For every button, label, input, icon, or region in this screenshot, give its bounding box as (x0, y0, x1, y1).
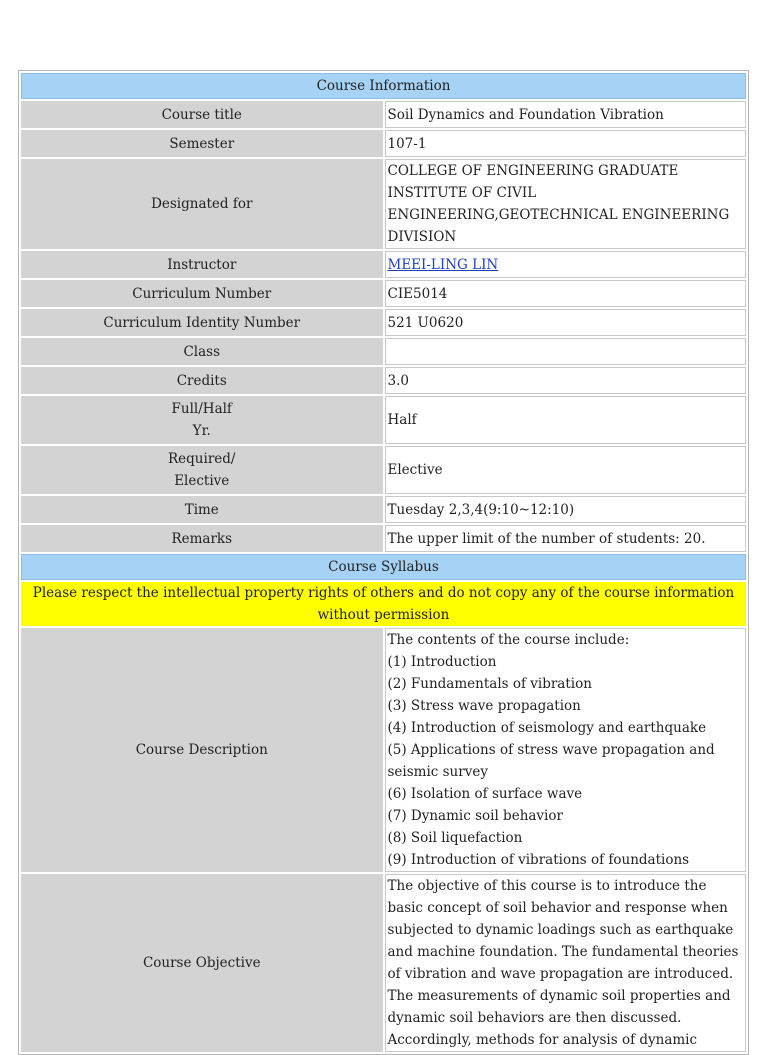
notice-row (21, 582, 746, 626)
table-row (21, 446, 746, 494)
semester-label: Semester (21, 130, 383, 157)
curriculum-identity-number-value: 521 U0620 (385, 309, 747, 336)
instructor-cell (385, 251, 747, 278)
table-row (21, 496, 746, 523)
table-row (21, 309, 746, 336)
course-objective-label: Course Objective (21, 874, 383, 1052)
description-line: (3) Stress wave propagation (387, 698, 581, 714)
description-line: (8) Soil liquefaction (387, 830, 523, 846)
table-row (21, 280, 746, 307)
description-line: (4) Introduction of seismology and earthquake (387, 720, 707, 736)
curriculum-identity-number-label: Curriculum Identity Number (21, 309, 383, 336)
course-description-value (385, 628, 747, 872)
curriculum-number-label: Curriculum Number (21, 280, 383, 307)
full-half-label (21, 396, 383, 444)
syllabus-header-row (21, 554, 746, 580)
instructor-link[interactable]: MEEI-LING LIN (387, 256, 499, 273)
course-info-page (18, 70, 749, 1055)
table-row (21, 367, 746, 394)
semester-value: 107-1 (385, 130, 747, 157)
required-elective-label (21, 446, 383, 494)
description-line: (1) Introduction (387, 654, 497, 670)
instructor-label: Instructor (21, 251, 383, 278)
time-label: Time (21, 496, 383, 523)
table-row (21, 396, 746, 444)
table-row (21, 251, 746, 278)
description-line: (7) Dynamic soil behavior (387, 808, 563, 824)
designated-for-label: Designated for (21, 159, 383, 249)
time-value: Tuesday 2,3,4(9:10~12:10) (385, 496, 747, 523)
required-elective-value: Elective (385, 446, 747, 494)
course-title-value: Soil Dynamics and Foundation Vibration (385, 101, 747, 128)
curriculum-number-value: CIE5014 (385, 280, 747, 307)
description-line: (5) Applications of stress wave propagation and seismic survey (387, 742, 715, 780)
course-objective-value: The objective of this course is to introduce the basic concept of soil behavior and response when subjected to dynamic loadings such as earthquake and machine foundation. The fundamental theories of vibration and wave propagation are introduced. The measurements of dynamic soil properties and dynamic soil behaviors are then discussed. Accordingly, methods for analysis of dynamic (385, 874, 747, 1052)
course-info-header: Course Information (21, 73, 746, 99)
description-line: (2) Fundamentals of vibration (387, 676, 592, 692)
description-line: The contents of the course include: (387, 632, 630, 648)
description-line: (9) Introduction of vibrations of foundations (387, 852, 690, 868)
table-row (21, 130, 746, 157)
table-row (21, 101, 746, 128)
class-label: Class (21, 338, 383, 365)
class-value (385, 338, 747, 365)
remarks-label: Remarks (21, 525, 383, 552)
description-line: (6) Isolation of surface wave (387, 786, 583, 802)
course-info-table (18, 70, 749, 1055)
table-row (21, 874, 746, 1052)
required-elective-label-line1: Required/ (168, 451, 236, 467)
designated-for-value: COLLEGE OF ENGINEERING GRADUATE INSTITUTE OF CIVIL ENGINEERING,GEOTECHNICAL ENGINEERING DIVISION (385, 159, 747, 249)
course-title-label: Course title (21, 101, 383, 128)
course-info-header-row (21, 73, 746, 99)
course-description-label: Course Description (21, 628, 383, 872)
required-elective-label-line2: Elective (174, 473, 230, 489)
syllabus-header: Course Syllabus (21, 554, 746, 580)
table-row (21, 338, 746, 365)
table-row (21, 525, 746, 552)
table-row (21, 159, 746, 249)
remarks-value: The upper limit of the number of students: 20. (385, 525, 747, 552)
full-half-label-line2: Yr. (192, 423, 211, 439)
full-half-label-line1: Full/Half (171, 401, 232, 417)
full-half-value: Half (385, 396, 747, 444)
copyright-notice: Please respect the intellectual property rights of others and do not copy any of the course information without permission (21, 582, 746, 626)
table-row (21, 628, 746, 872)
credits-label: Credits (21, 367, 383, 394)
credits-value: 3.0 (385, 367, 747, 394)
